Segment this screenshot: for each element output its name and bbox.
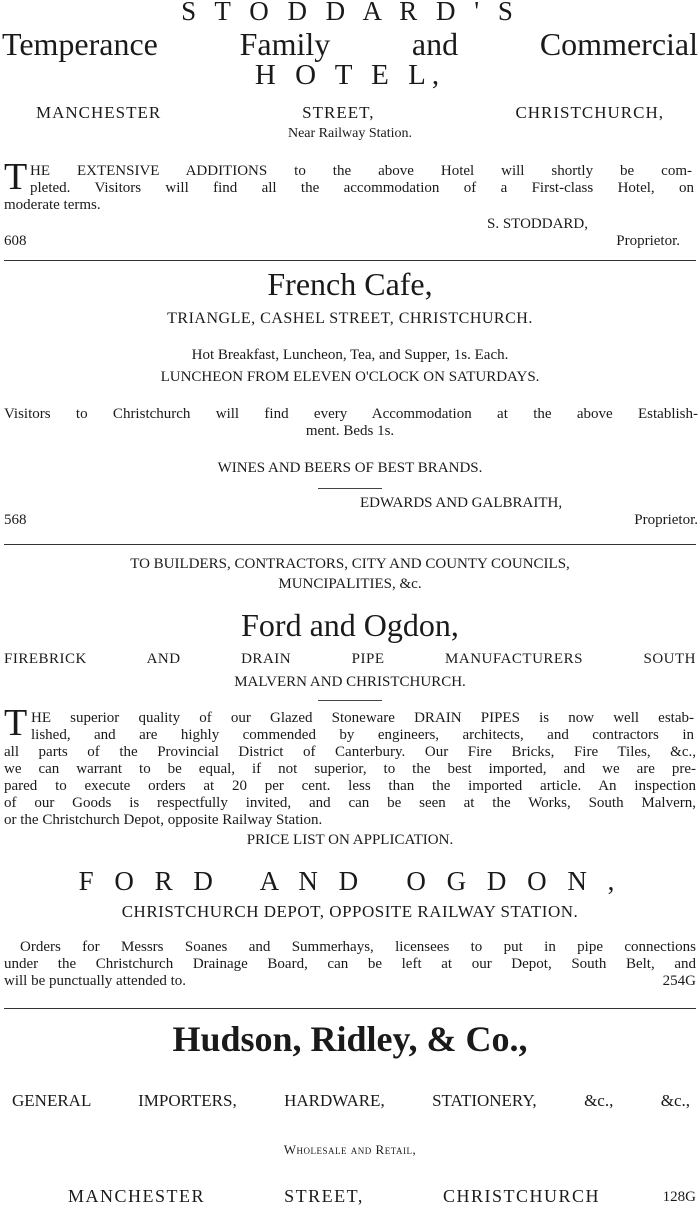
ford-ogdon-spaced-name: F O R D A N D O G D O N , xyxy=(78,866,622,896)
ford-ogdon-paragraph-line: lished, and are highly commended by engineers, architects, and contractors in xyxy=(31,727,694,743)
short-rule xyxy=(318,488,382,489)
french-cafe-title: French Cafe, xyxy=(267,266,433,302)
ford-ogdon-paragraph-line: of our Goods is respectfully invited, and can be seen at the Works, South Malvern, xyxy=(4,795,696,811)
ford-ogdon-orders-line: will be punctually attended to. xyxy=(4,973,187,989)
ford-ogdon-paragraph-line: HE superior quality of our Glazed Stoneware DRAIN PIPES is now well estab- xyxy=(31,710,694,726)
french-cafe-visitors: Visitors to Christchurch will find every Accommodation at the above Establish- xyxy=(4,406,698,422)
french-cafe-signature: EDWARDS AND GALBRAITH, xyxy=(360,495,563,511)
ford-ogdon-orders-line: Orders for Messrs Soanes and Summerhays, licensees to put in pipe connections xyxy=(20,939,696,955)
ford-ogdon-paragraph-line: we can warrant to be equal, if not superior, to the best imported, and we are pre- xyxy=(4,761,696,777)
french-cafe-saturday: LUNCHEON FROM ELEVEN O'CLOCK ON SATURDAYS. xyxy=(160,369,540,385)
ford-ogdon-intro: MUNCIPALITIES, &c. xyxy=(278,576,422,592)
french-cafe-visitors: ment. Beds 1s. xyxy=(305,423,395,439)
french-cafe-ref-number: 568 xyxy=(4,512,27,528)
stoddard-body-line: pleted. Visitors will find all the accommodation of a First-class Hotel, on xyxy=(30,180,694,196)
french-cafe-meals: Hot Breakfast, Luncheon, Tea, and Supper, 1s. Each. xyxy=(191,347,509,363)
french-cafe-wines: WINES AND BEERS OF BEST BRANDS. xyxy=(217,460,483,476)
ford-ogdon-intro: TO BUILDERS, CONTRACTORS, CITY AND COUNTY COUNCILS, xyxy=(130,556,570,572)
stoddard-body-line: moderate terms. xyxy=(4,197,101,213)
stoddard-near: Near Railway Station. xyxy=(287,126,413,141)
ford-ogdon-paragraph-line: or the Christchurch Depot, opposite Railway Station. xyxy=(4,812,323,828)
french-cafe-role: Proprietor. xyxy=(634,512,698,528)
french-cafe-address: TRIANGLE, CASHEL STREET, CHRISTCHURCH. xyxy=(167,310,533,327)
ford-ogdon-paragraph-line: all parts of the Provincial District of Canterbury. Our Fire Bricks, Fire Tiles, &c., xyxy=(4,744,696,760)
ford-ogdon-paragraph-line: pared to execute orders at 20 per cent. less than the imported article. An inspection xyxy=(4,778,696,794)
stoddard-body-line: HE EXTENSIVE ADDITIONS to the above Hotel will shortly be com- xyxy=(30,163,692,179)
ford-ogdon-dropcap: T xyxy=(4,702,28,744)
ford-ogdon-title: Ford and Ogdon, xyxy=(241,607,459,643)
ford-ogdon-ref-number: 254G xyxy=(662,973,696,989)
short-rule xyxy=(318,700,382,701)
stoddard-signature: S. STODDARD, xyxy=(487,216,588,232)
stoddard-address: MANCHESTER STREET, CHRISTCHURCH, xyxy=(36,103,664,122)
hudson-title: Hudson, Ridley, & Co., xyxy=(172,1019,528,1059)
hudson-ref-number: 128G xyxy=(662,1189,696,1205)
stoddard-headline: Temperance Family and Commercial xyxy=(2,26,698,62)
stoddard-ref-number: 608 xyxy=(4,233,27,249)
stoddard-role: Proprietor. xyxy=(616,233,680,249)
section-divider xyxy=(4,1008,696,1009)
ford-ogdon-orders-line: under the Christchurch Drainage Board, can be left at our Depot, South Belt, and xyxy=(4,956,696,972)
section-divider xyxy=(4,260,696,261)
stoddard-dropcap: T xyxy=(4,156,28,198)
hudson-address: MANCHESTER STREET, CHRISTCHURCH xyxy=(68,1186,600,1206)
hudson-wholesale: Wholesale and Retail, xyxy=(283,1142,417,1157)
stoddard-name: S T O D D A R D ' S xyxy=(181,0,519,26)
ford-ogdon-trade: MALVERN AND CHRISTCHURCH. xyxy=(234,674,466,690)
ford-ogdon-depot: CHRISTCHURCH DEPOT, OPPOSITE RAILWAY STATION. xyxy=(121,902,579,921)
stoddard-hotel: H O T E L, xyxy=(254,59,446,91)
ford-ogdon-trade: FIREBRICK AND DRAIN PIPE MANUFACTURERS SOUTH xyxy=(4,651,696,667)
ford-ogdon-price-list: PRICE LIST ON APPLICATION. xyxy=(246,832,454,848)
hudson-trade: GENERAL IMPORTERS, HARDWARE, STATIONERY, &c., &c., xyxy=(12,1091,690,1110)
section-divider xyxy=(4,544,696,545)
